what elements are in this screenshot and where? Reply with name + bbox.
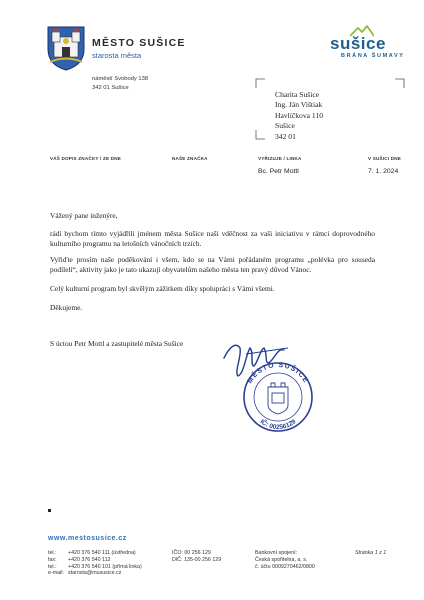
contact-value: starosta@mususice.cz: [68, 570, 122, 577]
bank-line: Bankovní spojení:: [255, 550, 298, 556]
contact-value: +420 376 540 111 (ústředna): [68, 550, 136, 556]
page-number: Stránka 1 z 1: [355, 550, 387, 556]
place-date-label: V SUŠICI DNE: [368, 156, 402, 161]
svg-text:MĚSTO SUŠICE: [247, 362, 310, 385]
footer-bank: [255, 550, 315, 570]
footer-contacts: [48, 550, 142, 577]
handled-by-value: Bc. Petr Mottl: [258, 168, 299, 175]
recipient-line: Havlíčkova 110: [275, 110, 324, 120]
bank-line: č. účtu 0009270462/0800: [255, 563, 315, 570]
recipient-address: [275, 90, 323, 142]
contact-row: [48, 570, 142, 577]
coat-of-arms-logo: [46, 25, 86, 71]
stamp-text: MĚSTO SUŠICE: [246, 361, 310, 385]
contact-row: [48, 564, 142, 571]
footer-website: www.mestosusice.cz: [48, 535, 127, 542]
salutation: Vážený pane inženýre,: [50, 211, 118, 220]
id-line: DIČ: 135-00 256 129: [172, 556, 222, 563]
fold-mark: [48, 509, 51, 512]
id-line: IČO: 00 256 129: [172, 550, 211, 556]
your-letter-label: VÁŠ DOPIS ZNAČKY / ZE DNE: [50, 156, 122, 161]
contact-label: fax:: [48, 556, 57, 563]
sender-address-line: náměstí Svobody 138: [92, 76, 149, 82]
contact-label: e-mail:: [48, 570, 64, 577]
body-paragraph: Celý kulturní program byl skvělým zážitkem díky spolupráci s Vámi všemi.: [50, 284, 275, 293]
recipient-line: 342 01: [275, 131, 296, 141]
contact-row: [48, 550, 142, 557]
organization-name: MĚSTO SUŠICE: [92, 37, 186, 49]
contact-value: +420 376 540 112: [68, 556, 111, 563]
organization-role: starosta města: [92, 51, 142, 60]
footer-ids: [172, 550, 221, 564]
contact-value: +420 376 540 101 (přímá linka): [68, 563, 142, 570]
body-paragraph: Děkujeme.: [50, 303, 83, 312]
contact-row: [48, 557, 142, 564]
body-paragraph: rádi bychom tímto vyjádřili jménem města Sušice naši vděčnost za vaši iniciativu v rámci doprovodného kulturního programu na letošních vánočních trzích.: [50, 229, 375, 249]
our-reference-label: NAŠE ZNAČKA: [172, 156, 208, 161]
recipient-line: Charita Sušice: [275, 90, 320, 99]
stamp-number: IČ: 00256129: [258, 418, 298, 432]
brand-tagline: BRÁNA ŠUMAVY: [341, 53, 405, 59]
official-stamp: [236, 357, 320, 433]
contact-label: tel.:: [48, 550, 57, 556]
recipient-line: Sušice: [275, 121, 295, 131]
contact-label: tel.:: [48, 563, 57, 570]
place-date-value: 7. 1. 2024: [368, 168, 399, 175]
sender-address: [92, 75, 148, 93]
closing-line: S úctou Petr Mottl a zastupitelé města Sušice: [50, 339, 184, 348]
body-paragraph: Vyřiďte prosím naše poděkování i všem, kdo se na Vámi pořádaném programu „polévka pro souseda podílelí“, aktivity jako je tato ukazují obyvatelům našeho města ten pravý důvod Vánoc.: [50, 255, 375, 275]
sender-address-line: 342 01 Sušice: [92, 85, 129, 91]
brand-name: sušice: [330, 34, 386, 53]
handled-by-label: VYŘIZUJE / LINKA: [258, 156, 302, 161]
bank-line: Česká spořitelna, a. s.: [255, 556, 308, 563]
recipient-line: Ing. Ján Vištiak: [275, 100, 323, 110]
